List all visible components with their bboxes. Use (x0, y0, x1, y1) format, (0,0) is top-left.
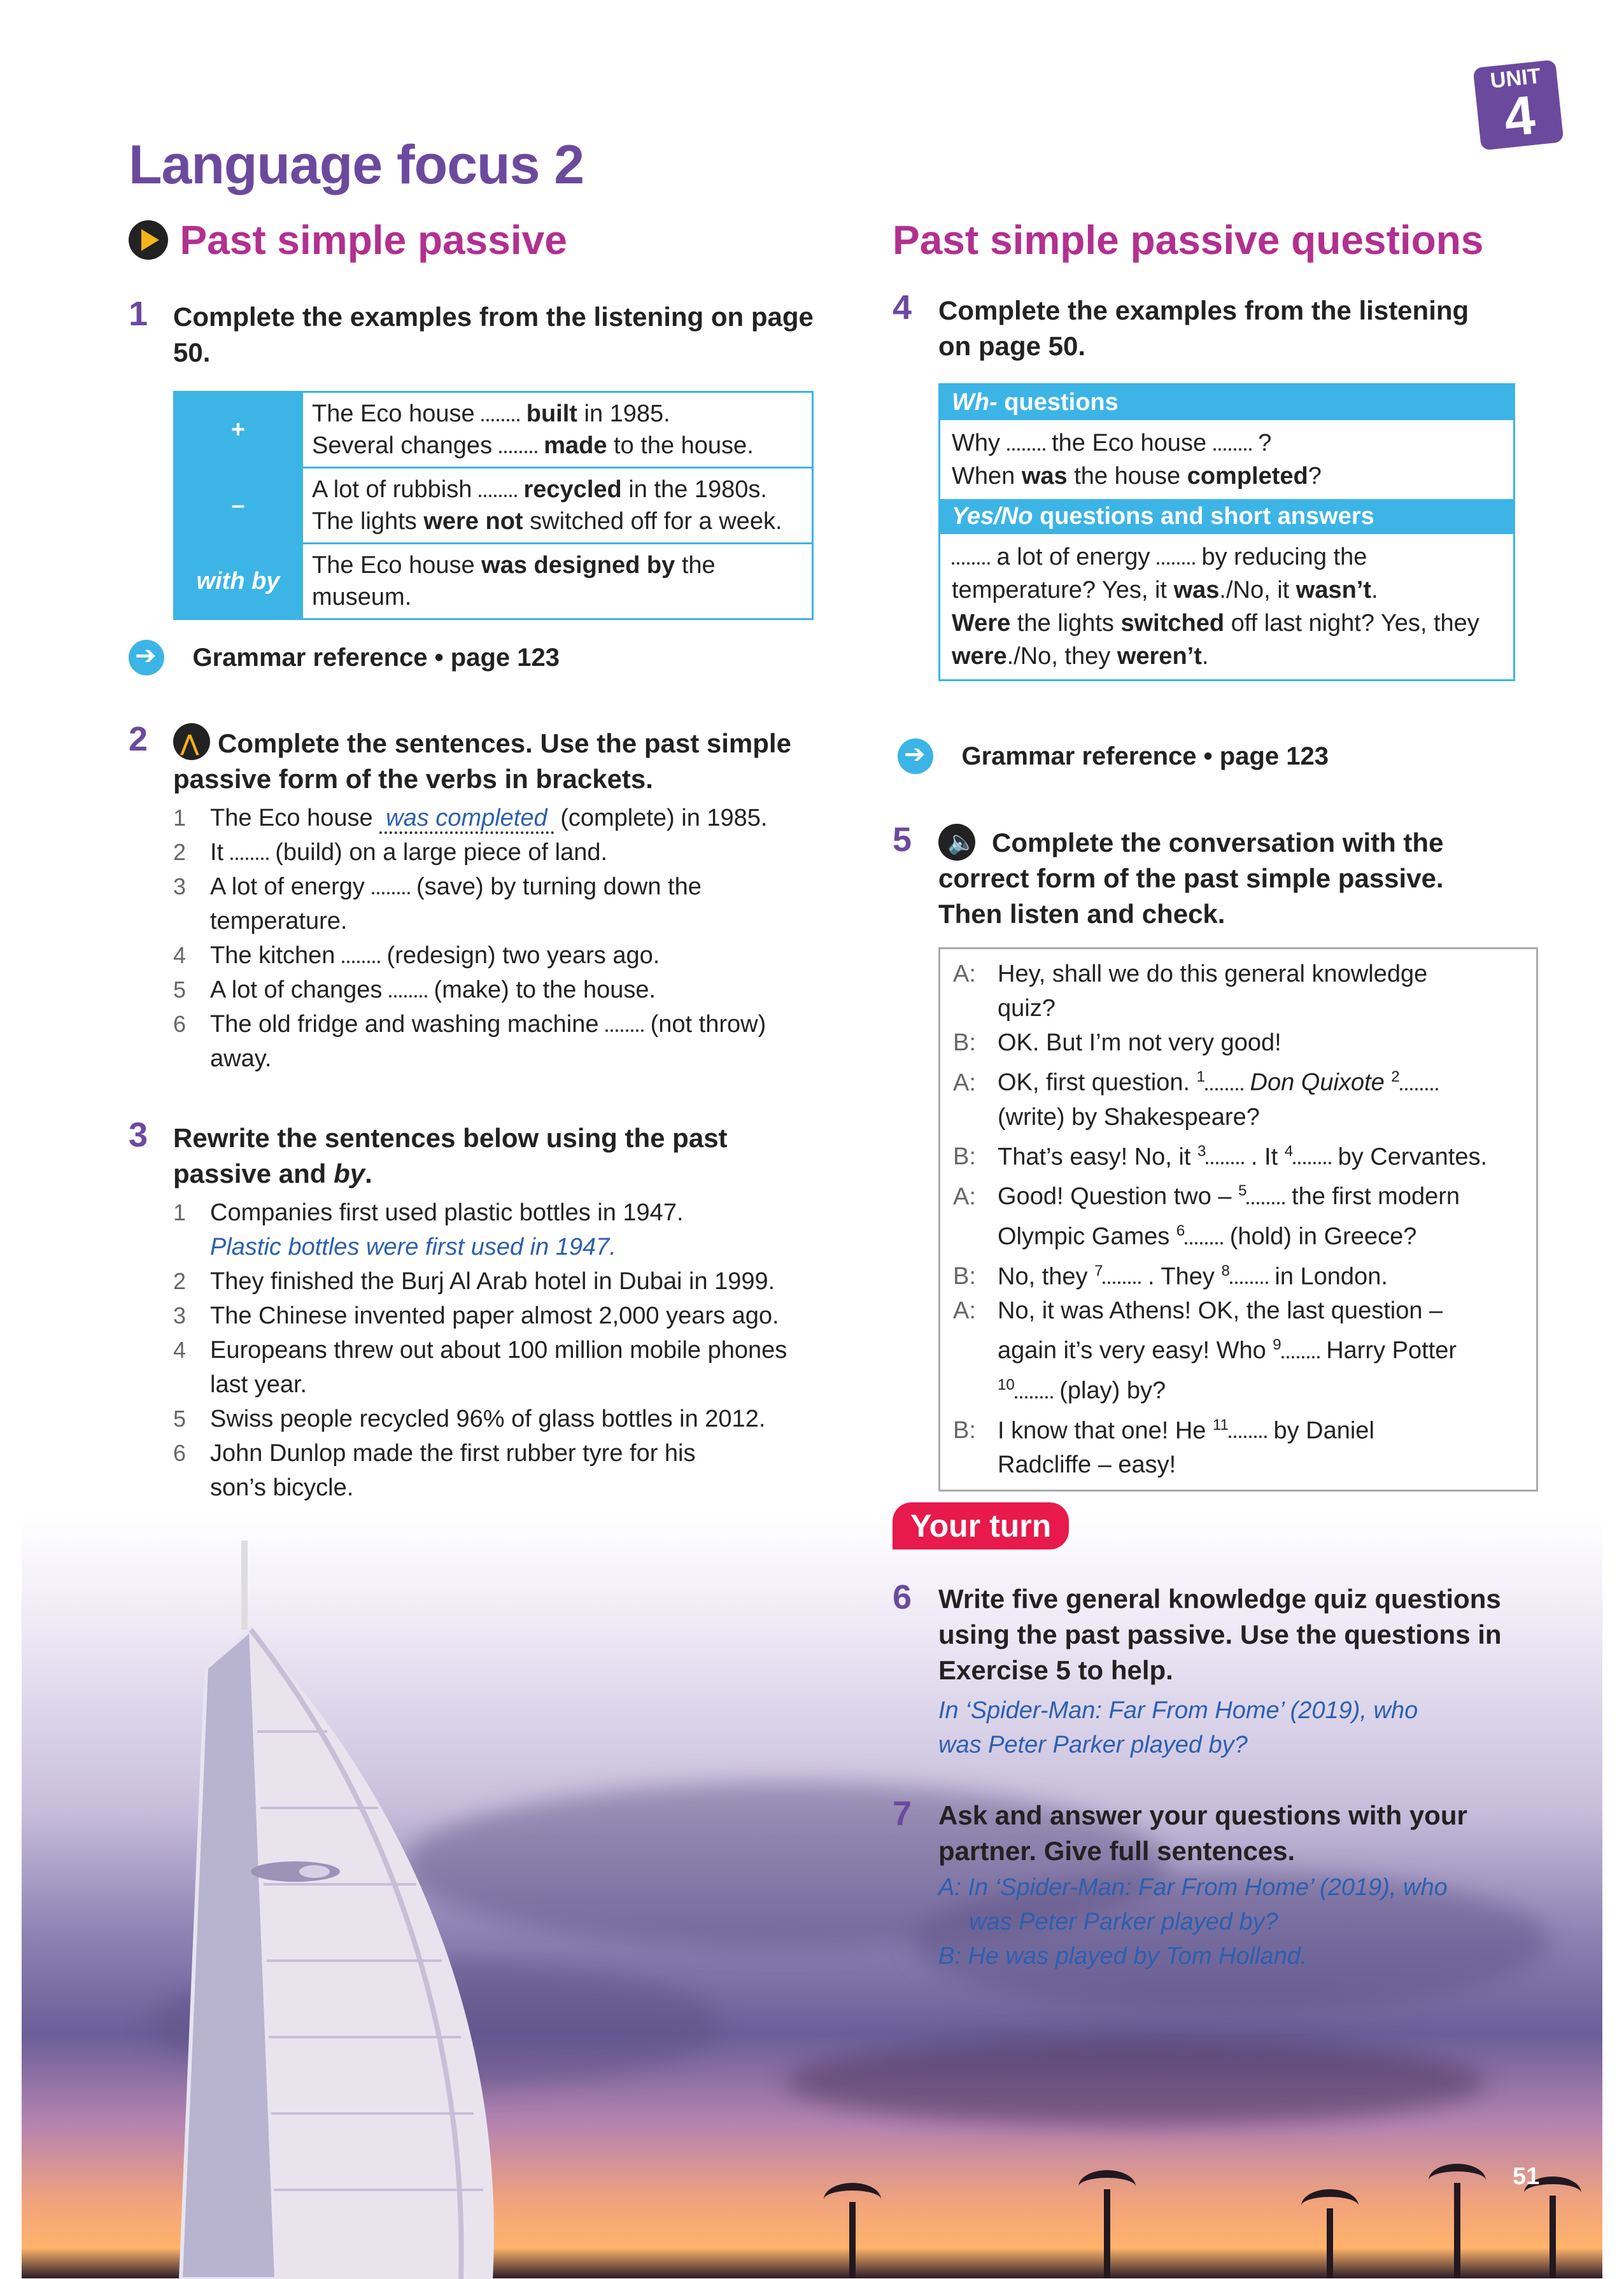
gap-number: 5 (1238, 1182, 1247, 1200)
answer-gap[interactable] (1206, 1143, 1244, 1164)
list-item (173, 1007, 848, 1076)
item-text: John Dunlop made the first rubber tyre for his (210, 1440, 696, 1467)
table-text: A lot of rubbish (312, 476, 479, 503)
example-answer: was Peter Parker played by? (969, 1909, 1278, 1935)
ex2-number: 2 (129, 720, 148, 758)
table-text: in 1985. (577, 400, 670, 427)
dialogue-text: No, it was Athens! OK, the last question – (998, 1297, 1443, 1325)
right-heading: Past simple passive questions (893, 217, 1484, 263)
speaker: A: (953, 1069, 976, 1096)
item-number: 5 (173, 977, 187, 1003)
table-text: the museum. (312, 552, 716, 610)
dialogue-text: That’s easy! No, it (998, 1143, 1197, 1171)
ex4-table (938, 383, 1515, 681)
wh-questions-header (940, 385, 1513, 420)
ex3-list (173, 1196, 848, 1505)
yn-header-text: questions and short answers (1033, 503, 1374, 530)
grammar-reference-right[interactable] (898, 738, 1329, 774)
table-text: ? (1308, 463, 1322, 490)
page-title: Language focus 2 (129, 134, 584, 195)
grammar-reference-label: Grammar reference • page 123 (961, 742, 1329, 770)
dialogue-text: . It (1244, 1143, 1285, 1171)
list-item (173, 1333, 848, 1402)
left-heading: Past simple passive (180, 217, 567, 263)
play-icon (129, 220, 168, 260)
speaker: B: (953, 1417, 976, 1444)
ex3-instruction (173, 1120, 816, 1192)
table-text: to the house. (607, 432, 754, 459)
table-text: ? (1251, 430, 1272, 456)
speaker: A: (953, 1183, 976, 1210)
dialogue-text: quiz? (998, 995, 1056, 1022)
item-number: 6 (173, 1011, 187, 1037)
dialogue-text: by Cervantes. (1331, 1143, 1488, 1171)
ex7-number: 7 (893, 1795, 912, 1833)
item-number: 5 (173, 1406, 187, 1432)
table-text: Several changes (312, 432, 499, 459)
item-text: Companies first used plastic bottles in 1947. (210, 1199, 684, 1226)
item-number: 3 (173, 873, 187, 900)
table-text: the house (1067, 463, 1187, 490)
item-text: They finished the Burj Al Arab hotel in Dubai in 1999. (210, 1268, 775, 1295)
list-item (173, 1196, 848, 1264)
dialogue-text: (hold) in Greece? (1223, 1223, 1417, 1250)
list-item (173, 1436, 848, 1505)
gap-number: 9 (1273, 1336, 1282, 1354)
table-text: the lights (1010, 610, 1121, 637)
wh-questions-body (940, 420, 1513, 499)
item-text: The Chinese invented paper almost 2,000 years ago. (210, 1302, 779, 1329)
ex3-instruction-line: Rewrite the sentences below using the past (173, 1123, 728, 1153)
answer-gap[interactable] (1230, 1262, 1268, 1284)
list-item (173, 1299, 848, 1333)
grammar-reference-left[interactable] (129, 640, 560, 675)
table-bold: completed (1187, 463, 1308, 490)
answer-gap[interactable] (1103, 1262, 1141, 1284)
dialogue-text: OK, first question. (998, 1069, 1197, 1096)
table-bold: switched (1120, 610, 1225, 637)
ex5-number: 5 (893, 821, 912, 859)
dialogue-text: in London. (1267, 1263, 1388, 1290)
item-text: Swiss people recycled 96% of glass bottles in 2012. (210, 1406, 766, 1432)
burj-al-arab-tower (85, 1541, 531, 2279)
item-text: last year. (210, 1371, 307, 1398)
table-text: a lot of energy (990, 544, 1157, 570)
gap-number: 7 (1094, 1262, 1103, 1280)
dialogue-text: (play) by? (1052, 1377, 1166, 1404)
ex5-dialogue (938, 947, 1538, 1492)
table-bold: built (519, 400, 577, 427)
gap-number: 3 (1197, 1142, 1206, 1160)
gap-number: 11 (1212, 1416, 1229, 1434)
gap-number: 6 (1176, 1222, 1185, 1239)
example-answer: was completed (379, 805, 553, 834)
speaker: B: (953, 1029, 976, 1056)
ex3-instruction-line: passive and (173, 1159, 334, 1189)
table-bold: was designed by (481, 552, 675, 579)
dialogue-italic: Don Quixote (1250, 1069, 1385, 1096)
table-text: ./No, it (1219, 577, 1296, 603)
yes-no-body (940, 534, 1513, 679)
item-text: temperature. (210, 908, 348, 935)
table-text: the Eco house (1045, 430, 1213, 456)
page-number: 51 (1513, 2163, 1540, 2190)
table-bold: wasn’t (1296, 577, 1372, 603)
ex6-example (938, 1693, 1511, 1762)
answer-gap[interactable] (230, 838, 269, 860)
answer-gap[interactable] (1015, 1377, 1053, 1399)
unit-label: UNIT (1489, 64, 1543, 94)
yes-no-header (940, 499, 1513, 534)
item-text: A lot of changes (210, 977, 389, 1003)
grammar-reference-label: Grammar reference • page 123 (192, 643, 560, 672)
table-bold: was (1021, 463, 1068, 490)
unit-number: 4 (1501, 84, 1538, 149)
dialogue-line (953, 1174, 1523, 1253)
arrow-right-icon (898, 738, 933, 774)
table-text: by reducing the (1194, 544, 1367, 570)
row-label: – (174, 468, 302, 544)
wh-header-italic: Wh- (952, 389, 998, 416)
table-bold: weren’t (1117, 643, 1202, 670)
table-text: The Eco house (312, 400, 482, 427)
ex3-instruction-by: by (334, 1159, 365, 1189)
dialogue-text: I know that one! He (998, 1417, 1213, 1444)
dialogue-text: the first modern (1285, 1183, 1460, 1210)
example-answer: was Peter Parker played by? (938, 1732, 1248, 1758)
example-answer: B: He was played by Tom Holland. (938, 1943, 1308, 1970)
dialogue-line (953, 957, 1523, 1026)
answer-gap[interactable] (1185, 1223, 1223, 1245)
dialogue-line (953, 1026, 1523, 1060)
dialogue-text: Hey, shall we do this general knowledge (998, 961, 1428, 987)
dialogue-text: (write) by Shakespeare? (998, 1103, 1260, 1131)
table-text: When (952, 463, 1022, 490)
speaker: A: (953, 961, 976, 987)
list-item (173, 938, 848, 973)
answer-gap[interactable] (479, 476, 517, 497)
ex6-number: 6 (893, 1578, 912, 1616)
ex5-instruction: Complete the conversation with the correct form of the past simple passive. Then listen and check. (938, 828, 1444, 929)
list-item (173, 1402, 848, 1436)
item-number: 2 (173, 1268, 187, 1294)
ex1-table (173, 391, 814, 620)
answer-gap[interactable] (372, 873, 410, 894)
answer-gap[interactable] (389, 976, 427, 998)
item-number: 1 (173, 805, 187, 831)
row-label: + (174, 392, 302, 468)
dialogue-text: . They (1141, 1263, 1222, 1290)
dialogue-text: again it’s very easy! Who (998, 1337, 1273, 1364)
example-answer: Plastic bottles were first used in 1947. (210, 1234, 616, 1260)
table-bold: made (537, 432, 607, 459)
speaker: B: (953, 1143, 976, 1171)
table-text: temperature? Yes, it (952, 577, 1174, 603)
example-answer: In ‘Spider-Man: Far From Home’ (2019), who (938, 1697, 1418, 1724)
dialogue-text: No, they (998, 1263, 1095, 1290)
dialogue-text: by Daniel (1266, 1417, 1374, 1444)
item-text: The old fridge and washing machine (210, 1011, 606, 1038)
ex1-number: 1 (129, 295, 148, 333)
gap-number: 2 (1391, 1068, 1400, 1085)
ex4-instruction: Complete the examples from the listening on page 50. (938, 295, 1469, 361)
answer-gap[interactable] (1205, 1069, 1243, 1090)
ex3-instruction-end: . (365, 1159, 372, 1189)
table-text: Why (952, 430, 1007, 456)
table-text: switched off for a week. (523, 508, 782, 535)
dialogue-text: OK. But I’m not very good! (998, 1029, 1282, 1056)
answer-gap[interactable] (1246, 1183, 1285, 1204)
gap-number: 10 (998, 1376, 1015, 1394)
answer-gap[interactable] (605, 1010, 644, 1032)
item-text: (make) to the house. (427, 977, 656, 1003)
arrow-right-icon (129, 640, 164, 675)
dialogue-line (953, 1408, 1523, 1483)
table-bold: Were (952, 610, 1011, 637)
item-text: It (210, 839, 230, 866)
speaker: B: (953, 1263, 976, 1290)
table-row (174, 392, 813, 468)
list-item (173, 801, 848, 835)
item-number: 2 (173, 839, 187, 865)
table-bold: were not (423, 508, 523, 535)
item-text: (not throw) (644, 1011, 766, 1038)
speaker: A: (953, 1297, 976, 1325)
item-text: (redesign) two years ago. (380, 942, 660, 969)
table-bold: was (1173, 577, 1220, 603)
table-text: off last night? Yes, they (1224, 610, 1479, 637)
dialogue-line (953, 1134, 1523, 1175)
table-bold: were (952, 643, 1007, 670)
ex1-instruction: Complete the examples from the listening on page 50. (173, 302, 814, 367)
answer-gap[interactable] (1400, 1069, 1438, 1090)
answer-gap[interactable] (1282, 1337, 1320, 1358)
table-text: . (1201, 643, 1209, 670)
answer-gap[interactable] (1229, 1416, 1267, 1438)
yn-header-italic: Yes/No (952, 503, 1033, 530)
gap-number: 1 (1196, 1068, 1205, 1085)
ex7-instruction: Ask and answer your questions with your partner. Give full sentences. (938, 1800, 1467, 1866)
left-section-heading (129, 216, 567, 264)
table-text: The Eco house (312, 552, 482, 579)
item-number: 1 (173, 1199, 187, 1225)
item-text: Europeans threw out about 100 million mobile phones (210, 1337, 787, 1364)
answer-gap[interactable] (499, 432, 537, 453)
table-text: ./No, they (1006, 643, 1117, 670)
table-row (174, 544, 813, 619)
item-text: away. (210, 1045, 272, 1072)
dialogue-text: Harry Potter (1319, 1337, 1457, 1364)
item-text: (build) on a large piece of land. (268, 839, 608, 866)
dialogue-text: Olympic Games (998, 1223, 1176, 1250)
dialogue-line (953, 1294, 1523, 1408)
ex2-instruction: Complete the sentences. Use the past simple passive form of the verbs in brackets. (173, 728, 791, 794)
ex3-number: 3 (129, 1116, 148, 1154)
ex2-list (173, 801, 848, 1076)
dialogue-text: Good! Question two – (998, 1183, 1239, 1210)
item-text: The kitchen (210, 942, 342, 969)
item-number: 4 (173, 1337, 187, 1363)
item-text: A lot of energy (210, 873, 372, 900)
answer-gap[interactable] (1157, 543, 1195, 565)
item-number: 6 (173, 1440, 187, 1466)
item-text: (save) by turning down the (409, 873, 702, 900)
list-item (173, 835, 848, 870)
ex7-example (938, 1870, 1524, 1973)
answer-gap[interactable] (1213, 429, 1252, 451)
dialogue-text: Radcliffe – easy! (998, 1451, 1176, 1479)
ex6-instruction: Write five general knowledge quiz questions using the past passive. Use the questions in Exercise 5 to help. (938, 1584, 1502, 1685)
answer-gap[interactable] (342, 942, 380, 963)
answer-gap[interactable] (481, 400, 519, 421)
list-item (173, 1264, 848, 1299)
table-row (174, 468, 813, 544)
item-text: son’s bicycle. (210, 1474, 354, 1501)
item-number: 4 (173, 942, 187, 968)
answer-gap[interactable] (1007, 429, 1045, 451)
your-turn-badge: Your turn (893, 1502, 1069, 1549)
ex4-number: 4 (893, 288, 912, 327)
item-text: The Eco house (210, 805, 380, 831)
wh-header-text: questions (997, 389, 1119, 416)
gap-number: 4 (1284, 1142, 1294, 1160)
example-answer: A: In ‘Spider-Man: Far From Home’ (2019), who (938, 1874, 1448, 1901)
audio-icon[interactable]: 🔈 (938, 824, 975, 864)
item-number: 3 (173, 1302, 187, 1329)
table-text: . (1371, 577, 1378, 603)
row-label: with by (174, 544, 302, 619)
list-item (173, 870, 848, 938)
dialogue-line (953, 1254, 1523, 1294)
answer-gap[interactable] (1293, 1143, 1331, 1164)
answer-gap[interactable] (952, 543, 990, 565)
table-text: The lights (312, 508, 424, 535)
gap-number: 8 (1221, 1262, 1230, 1280)
unit-badge (1473, 60, 1564, 151)
list-item (173, 973, 848, 1007)
item-text: (complete) in 1985. (553, 805, 768, 831)
table-bold: recycled (516, 476, 622, 503)
pronunciation-icon: ⋀ (173, 723, 210, 763)
table-text: in the 1980s. (621, 476, 767, 503)
dialogue-line (953, 1060, 1523, 1134)
